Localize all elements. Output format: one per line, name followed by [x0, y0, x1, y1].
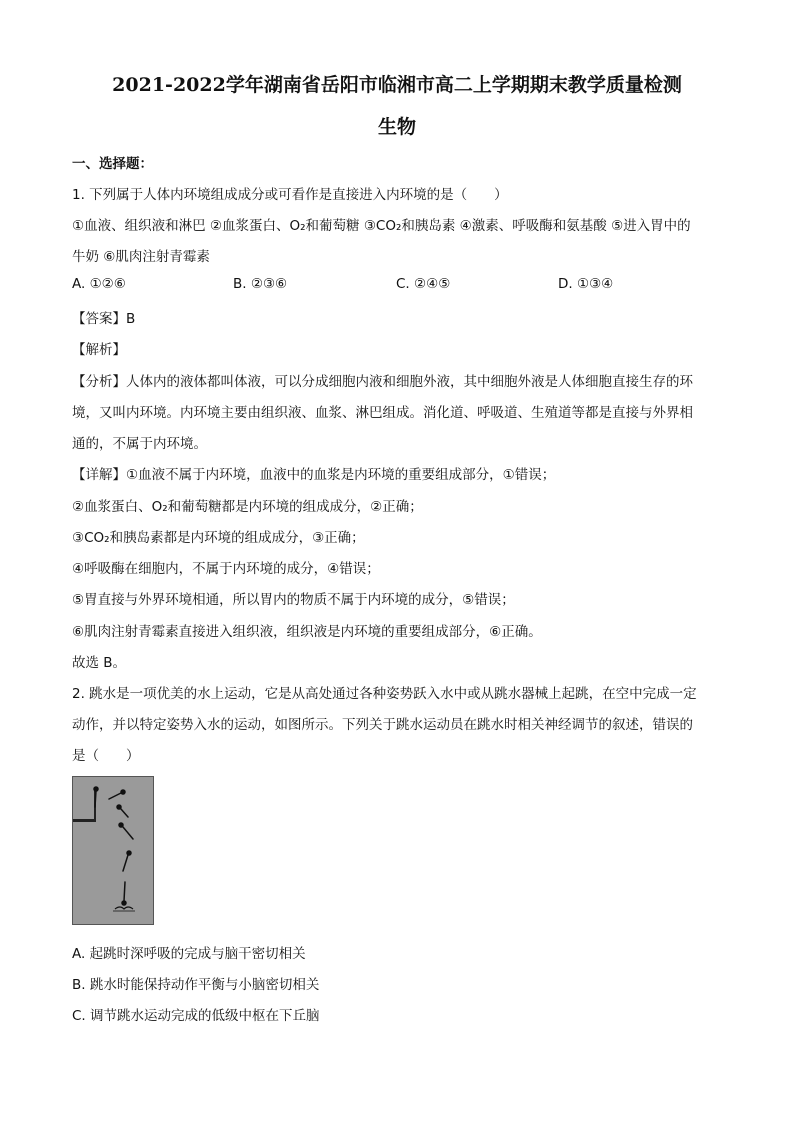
q1-detail-2: ②血浆蛋白、O₂和葡萄糖都是内环境的组成成分，②正确；: [72, 499, 423, 515]
q2-stem-3: 是（ ）: [72, 748, 140, 764]
diver-pose-5: [123, 855, 128, 871]
diver-pose-1-head: [94, 787, 98, 791]
diver-pose-5-head: [127, 851, 131, 855]
water-splash: [115, 907, 133, 909]
q1-stem: 1. 下列属于人体内环境组成成分或可看作是直接进入内环境的是（ ）: [72, 187, 508, 203]
q2-option-b: B. 跳水时能保持动作平衡与小脑密切相关: [72, 977, 320, 993]
q1-fenxi-2: 境，又叫内环境。内环境主要由组织液、血浆、淋巴组成。消化道、呼吸道、生殖道等都是直接与外界相: [72, 405, 693, 421]
diver-pose-6: [124, 882, 125, 901]
diver-pose-2-head: [121, 790, 125, 794]
document-title: 2021-2022学年湖南省岳阳市临湘市高二上学期期末教学质量检测: [112, 74, 682, 96]
q1-option-d: D. ①③④: [558, 276, 614, 292]
q2-stem-1: 2. 跳水是一项优美的水上运动，它是从高处通过各种姿势跃入水中或从跳水器械上起跳，在空中完成一定: [72, 686, 697, 702]
diver-pose-4: [123, 827, 133, 839]
diver-pose-3: [121, 809, 128, 817]
q1-detail-3: ③CO₂和胰岛素都是内环境的组成成分，③正确；: [72, 530, 365, 546]
diver-pose-6-head: [122, 901, 126, 905]
q1-option-a: A. ①②⑥: [72, 276, 126, 292]
diver-pose-2: [109, 793, 121, 799]
q1-option-c: C. ②④⑤: [396, 276, 451, 292]
q2-option-c: C. 调节跳水运动完成的低级中枢在下丘脑: [72, 1008, 320, 1024]
q1-analysis-label: 【解析】: [72, 342, 126, 358]
diving-figure-image: [72, 776, 154, 925]
diver-pose-4-head: [119, 823, 123, 827]
q1-items-line1: ①血液、组织液和淋巴 ②血浆蛋白、O₂和葡萄糖 ③CO₂和胰岛素 ④激素、呼吸酶和氨基酸 ⑤进入胃中的: [72, 218, 691, 234]
q2-option-a: A. 起跳时深呼吸的完成与脑干密切相关: [72, 946, 306, 962]
q1-option-b: B. ②③⑥: [233, 276, 288, 292]
q1-detail-1: 【详解】①血液不属于内环境，血液中的血浆是内环境的重要组成部分，①错误；: [72, 467, 556, 483]
q1-conclusion: 故选 B。: [72, 655, 127, 671]
q2-stem-2: 动作，并以特定姿势入水的运动，如图所示。下列关于跳水运动员在跳水时相关神经调节的叙述，错误的: [72, 717, 693, 733]
diver-sequence-illustration: [73, 777, 153, 924]
q1-answer: 【答案】B: [72, 311, 136, 327]
subject-title: 生物: [377, 116, 416, 138]
diver-pose-1: [95, 791, 96, 807]
q1-detail-5: ⑤胃直接与外界环境相通，所以胃内的物质不属于内环境的成分，⑤错误；: [72, 592, 515, 608]
diver-pose-3-head: [117, 805, 121, 809]
q1-items-line2: 牛奶 ⑥肌肉注射青霉素: [72, 249, 210, 265]
section-heading: 一、选择题：: [72, 156, 153, 172]
platform-edge: [73, 819, 95, 822]
q1-detail-4: ④呼吸酶在细胞内，不属于内环境的成分，④错误；: [72, 561, 380, 577]
q1-fenxi-3: 通的，不属于内环境。: [72, 436, 207, 452]
q1-detail-6: ⑥肌肉注射青霉素直接进入组织液，组织液是内环境的重要组成部分，⑥正确。: [72, 624, 542, 640]
q1-fenxi-1: 【分析】人体内的液体都叫体液，可以分成细胞内液和细胞外液，其中细胞外液是人体细胞直接生存的环: [72, 374, 693, 390]
